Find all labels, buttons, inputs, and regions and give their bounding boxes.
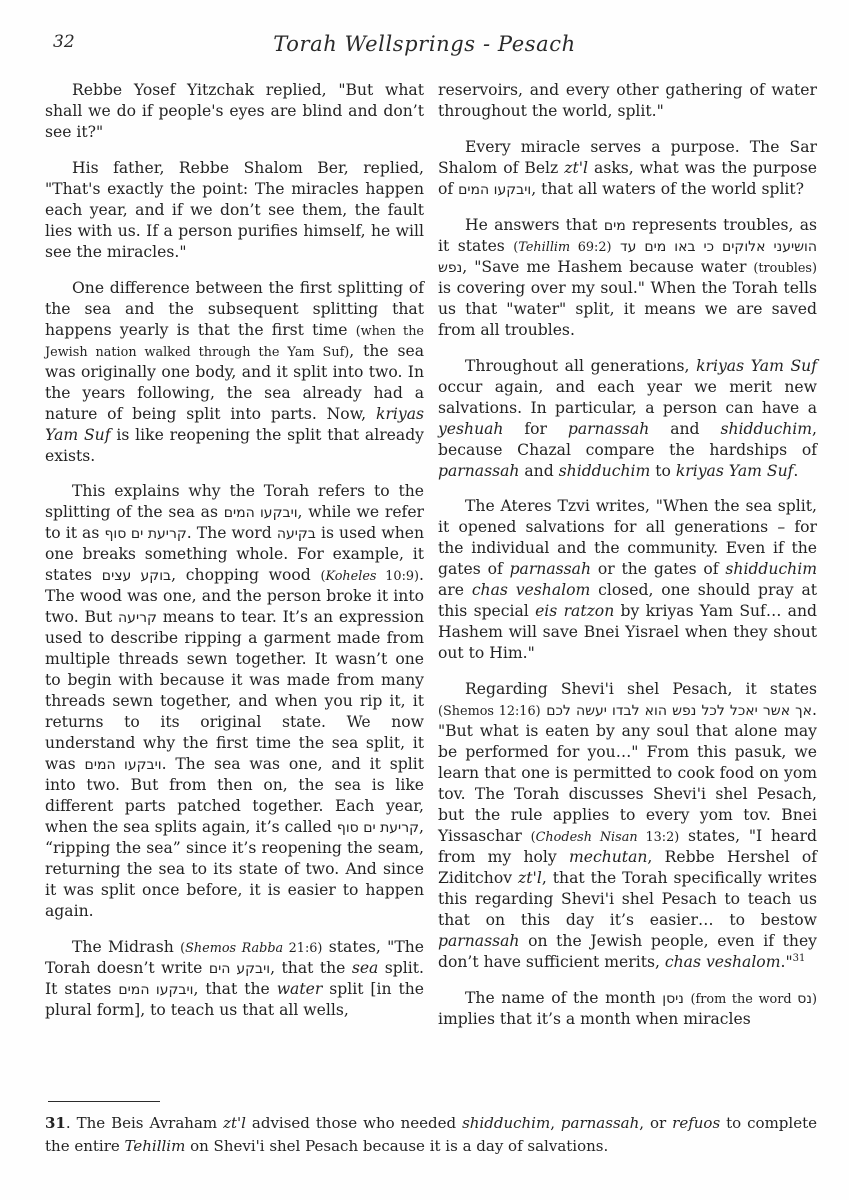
text-run: on Shevi'i shel Pesach because it is a day of salvations. [185, 1136, 609, 1155]
text-run: 21:6) [283, 940, 323, 956]
footnote [45, 1112, 817, 1157]
text-run: means to tear. It’s an expression used to describe ripping a garment made from multiple threads sewn together. It wasn’t one to begin with because it was made from many threads sewn together, and when you rip it, it returns to its original state. We now understand why the first time the sea split, it was [45, 608, 424, 774]
text-run: , the sea was originally one body, and it split into two. In the years following, the sea already had a nature of being split into parts. Now, [45, 341, 424, 423]
text-run: . The sea was one, and it split into two. But from then on, the sea is like different parts patched together. Each year, when the sea splits again, it’s called [45, 755, 425, 836]
text-run: kriyas Yam Suf [45, 404, 424, 444]
text-run: refuos [672, 1114, 721, 1132]
text-run: ) [811, 991, 817, 1007]
text-run: קריעה [118, 610, 157, 627]
text-run: split. It states [45, 958, 424, 998]
text-run: , chopping wood [171, 566, 321, 585]
text-run: implies that it’s a month when miracles [438, 1009, 751, 1028]
text-run: בוקע עצים [101, 568, 172, 585]
text-run: parnassah [438, 931, 520, 950]
text-run: בקיעה [276, 526, 316, 543]
text-run: The name of the month [465, 988, 663, 1007]
text-run: One difference between the first splitting of the sea and the subsequent splitting that happens yearly is that the first time [45, 278, 424, 339]
text-run: to [650, 461, 676, 480]
right-column [438, 80, 817, 1045]
text-run: Rebbe Yosef Yitzchak replied, "But what shall we do if people's eyes are blind and don’t see it?" [45, 81, 424, 141]
text-run: , or [639, 1114, 673, 1132]
text-run: sea [351, 958, 379, 977]
text-run: water [276, 979, 323, 998]
text-run: ." [780, 952, 793, 971]
text-run: 10:9) [376, 569, 420, 585]
text-run: are [438, 581, 472, 600]
text-run: The Midrash [72, 937, 181, 956]
page-title: Torah Wellsprings - Pesach [273, 32, 576, 56]
text-run: 13:2) [637, 830, 680, 845]
text-run: occur again, and each year we merit new salvations. In particular, a person can have a [438, 377, 817, 417]
text-run: קריעת ים סוף [336, 819, 420, 836]
text-run: shidduchim [720, 419, 813, 438]
text-run: chas veshalom [471, 581, 591, 600]
text-run: for [503, 419, 568, 438]
text-run: yeshuah [438, 419, 504, 438]
text-run: , that the Torah specifically writes this regarding Shevi'i shel Pesach to teach us that on this day it’s easier… to bestow [438, 868, 817, 929]
text-run: eis ratzon [535, 602, 615, 621]
text-run: reservoirs, and every other gathering of water throughout the world, split." [438, 81, 817, 120]
text-run: shidduchim [558, 461, 651, 480]
text-run: ( [513, 239, 519, 255]
text-run: states, "I heard from my holy [438, 827, 817, 866]
paragraph [45, 937, 424, 1021]
text-run: shidduchim [725, 560, 817, 579]
text-run: הושיעני אלוקים כי באו מים עד נפש [438, 238, 817, 276]
text-run: parnassah [438, 461, 520, 480]
text-run: kriyas Yam Suf [696, 356, 817, 375]
paragraph [438, 988, 817, 1030]
text-run: ( [180, 940, 186, 956]
text-run: or the gates of [591, 560, 726, 579]
text-run: states, "The Torah doesn’t write [45, 937, 424, 977]
footnote-separator [48, 1101, 160, 1102]
text-run: . [793, 461, 799, 480]
text-run: נס [797, 990, 812, 1007]
text-run: ויבקע הים [208, 960, 271, 977]
text-run: represents troubles, as it states [438, 215, 818, 255]
text-run [684, 989, 691, 1007]
text-run: asks, what was the purpose of [438, 158, 817, 198]
text-run: 31 [45, 1114, 66, 1132]
text-run: . The Beis Avraham [65, 1114, 224, 1132]
text-run: on the Jewish people, even if they don’t have sufficient merits, [438, 931, 817, 971]
text-run: ויבקעו המים [118, 981, 194, 998]
text-run: The Ateres Tzvi writes, "When the sea split, it opened salvations for all generations – for the individual and the community. Even if the gates of [438, 497, 817, 579]
text-run: , that the [193, 979, 277, 998]
text-run: Tehillim [124, 1136, 186, 1155]
text-run: . The wood was one, and the person broke it into two. But [45, 566, 424, 627]
text-run: Throughout all generations, [465, 356, 697, 375]
text-run: (from the word [690, 991, 798, 1007]
text-run: His father, Rebbe Shalom Ber, replied, "That's exactly the point: The miracles happen each year, and if we don’t see them, the fault lies with us. If a person purifies himself, he will see the miracles." [45, 158, 424, 261]
text-run: , while we refer to it as [45, 503, 424, 543]
text-run: , because Chazal compare the hardships of [438, 419, 817, 459]
text-run: . "But what is eaten by any soul that alone may be performed for you…" From this pasuk, we learn that one is permitted to cook food on yom tov. The Torah discusses Shevi'i shel Pesach, but the rule applies to every yom tov. Bnei Yissaschar [438, 701, 818, 845]
text-run: 31 [792, 952, 806, 964]
text-run: is used when one breaks something whole. For example, it states [45, 524, 425, 585]
page-header [0, 0, 849, 62]
page-number: 32 [53, 32, 75, 52]
text-run: shidduchim [462, 1114, 551, 1132]
text-run: is covering over my soul." When the Torah tells us that "water" split, it means we are saved from all troubles. [438, 278, 817, 339]
paragraph [438, 679, 817, 973]
text-run: ויבקעו המים [84, 757, 162, 774]
text-columns [0, 62, 849, 1045]
text-run: closed, one should pray at this special [438, 581, 818, 621]
text-run: ( [320, 569, 326, 585]
left-column [45, 80, 424, 1045]
text-run: (Shemos 12:16) [438, 704, 541, 720]
text-run: and [519, 461, 559, 480]
text-run: This explains why the Torah refers to the splitting of the sea as [45, 482, 424, 522]
text-run: ויבקעו המים [223, 505, 298, 522]
text-run: (troubles) [753, 260, 817, 276]
text-run: אך אשר יאכל לכל נפש הוא לבדו יעשה לכם [546, 703, 813, 720]
paragraph [45, 481, 424, 921]
text-run: ( [530, 830, 536, 845]
text-run: Every miracle serves a purpose. The Sar Shalom of Belz [438, 137, 817, 177]
text-run: Regarding Shevi'i shel Pesach, it states [465, 680, 817, 699]
paragraph [438, 137, 817, 200]
text-run: parnassah [567, 419, 650, 438]
text-run: קריעת ים סוף [104, 526, 187, 543]
paragraph [438, 496, 817, 664]
text-run: Tehillim [518, 239, 571, 255]
text-run: . The word [186, 524, 277, 543]
text-run: 69:2) [570, 239, 612, 255]
paragraph [438, 356, 817, 482]
text-run: to complete the entire [45, 1114, 817, 1155]
text-run: He answers that [465, 215, 604, 234]
paragraph [45, 80, 424, 143]
text-run: advised those who needed [245, 1114, 463, 1132]
text-run: kriyas Yam Suf [675, 461, 794, 480]
text-run: , [550, 1114, 561, 1132]
text-run: , that the [270, 958, 352, 977]
paragraph [45, 278, 424, 467]
text-run: parnassah [509, 560, 591, 579]
paragraph [438, 80, 817, 122]
text-run: , Rebbe Hershel of Ziditchov [438, 847, 817, 887]
text-run: , “ripping the sea” since it’s reopening the seam, returning the sea to its state of two. And since it was split once before, it is easier to happen again. [45, 817, 424, 920]
text-run: (when the Jewish nation walked through the Yam Suf) [45, 323, 425, 360]
text-run: chas veshalom [664, 952, 781, 971]
text-run: Chodesh Nisan [535, 830, 638, 845]
text-run: zt'l [518, 868, 542, 887]
text-run: מים [603, 217, 626, 234]
paragraph [45, 158, 424, 263]
text-run: zt'l [223, 1114, 246, 1132]
text-run: ויבקעו המים [458, 181, 532, 198]
text-run: by kriyas Yam Suf… and Hashem will save Bnei Yisrael when they shout out to Him." [438, 602, 818, 663]
text-run [611, 237, 619, 255]
text-run: , "Save me Hashem because water [462, 257, 754, 276]
text-run: , that all waters of the world split? [531, 179, 805, 198]
text-run: split [in the plural form], to teach us that all wells, [45, 979, 425, 1019]
text-run: Koheles [325, 569, 377, 585]
paragraph [438, 215, 817, 341]
text-run: ניסן [662, 990, 684, 1007]
text-run: and [649, 419, 721, 438]
text-run: zt'l [564, 158, 589, 177]
text-run: mechutan [568, 847, 648, 866]
text-run: parnassah [560, 1114, 640, 1132]
text-run: is like reopening the split that already exists. [45, 425, 424, 465]
text-run: Shemos Rabba [185, 940, 284, 956]
